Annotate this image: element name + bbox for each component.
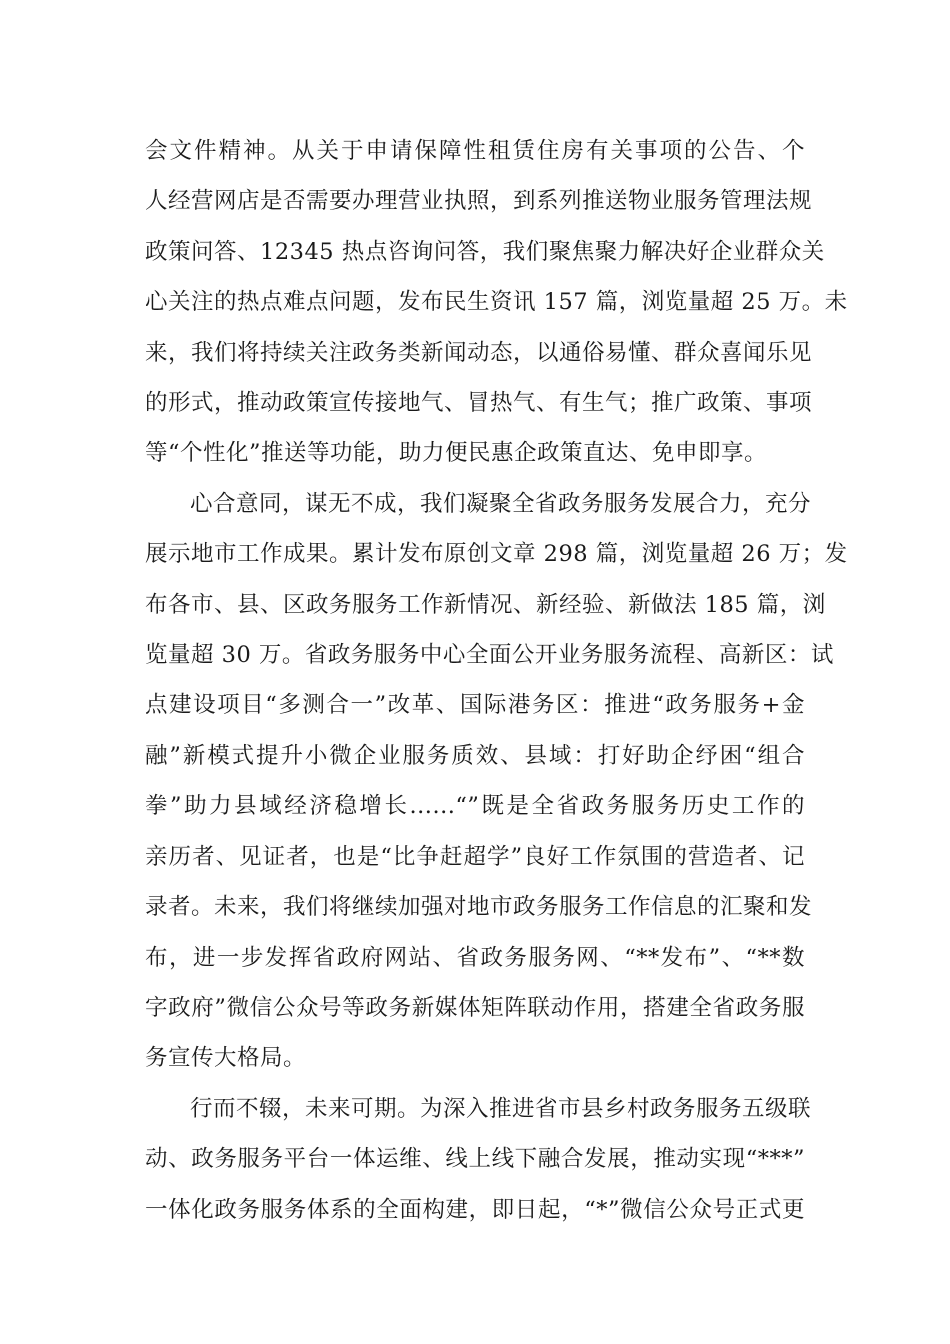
text-line: 动、政务服务平台一体运维、线上线下融合发展，推动实现“***” — [145, 1146, 805, 1173]
text-line: 心合意同，谋无不成，我们凝聚全省政务服务发展合力，充分 — [190, 490, 812, 517]
text-line: 亲历者、见证者，也是“比争赶超学”良好工作氛围的营造者、记 — [145, 843, 805, 870]
text-line: 心关注的热点难点问题，发布民生资讯 157 篇，浏览量超 25 万。未 — [145, 289, 848, 316]
text-line: 来，我们将持续关注政务类新闻动态，以通俗易懂、群众喜闻乐见 — [145, 339, 813, 366]
text-line: 点建设项目“多测合一”改革、国际港务区：推进“政务服务+金 — [145, 692, 805, 719]
text-line: 的形式，推动政策宣传接地气、冒热气、有生气；推广政策、事项 — [145, 390, 813, 417]
text-line: 人经营网店是否需要办理营业执照，到系列推送物业服务管理法规 — [145, 188, 813, 215]
text-line: 展示地市工作成果。累计发布原创文章 298 篇，浏览量超 26 万；发 — [145, 541, 848, 568]
text-line: 行而不辍，未来可期。为深入推进省市县乡村政务服务五级联 — [190, 1095, 812, 1122]
text-line: 融”新模式提升小微企业服务质效、县域：打好助企纾困“组合 — [145, 742, 805, 769]
text-line: 一体化政务服务体系的全面构建，即日起，“*”微信公众号正式更 — [145, 1196, 805, 1223]
text-line: 政策问答、12345 热点咨询问答，我们聚焦聚力解决好企业群众关 — [145, 238, 825, 265]
paragraph-1 — [145, 126, 848, 479]
text-line: 布，进一步发挥省政府网站、省政务服务网、“**发布”、“**数 — [145, 944, 805, 971]
text-line: 拳”助力县域经济稳增长......“”既是全省政务服务历史工作的 — [145, 793, 805, 820]
text-line: 字政府”微信公众号等政务新媒体矩阵联动作用，搭建全省政务服 — [145, 994, 805, 1021]
document-body — [145, 126, 848, 1235]
text-line: 等“个性化”推送等功能，助力便民惠企政策直达、免申即享。 — [145, 440, 768, 467]
text-line: 览量超 30 万。省政务服务中心全面公开业务服务流程、高新区：试 — [145, 642, 834, 669]
paragraph-3 — [145, 1084, 812, 1235]
text-line: 布各市、县、区政务服务工作新情况、新经验、新做法 185 篇，浏 — [145, 591, 826, 618]
paragraph-2 — [145, 479, 848, 1084]
text-line: 务宣传大格局。 — [145, 1045, 307, 1072]
text-line: 会文件精神。从关于申请保障性租赁住房有关事项的公告、个 — [145, 138, 805, 164]
text-line: 录者。未来，我们将继续加强对地市政务服务工作信息的汇聚和发 — [145, 894, 813, 921]
